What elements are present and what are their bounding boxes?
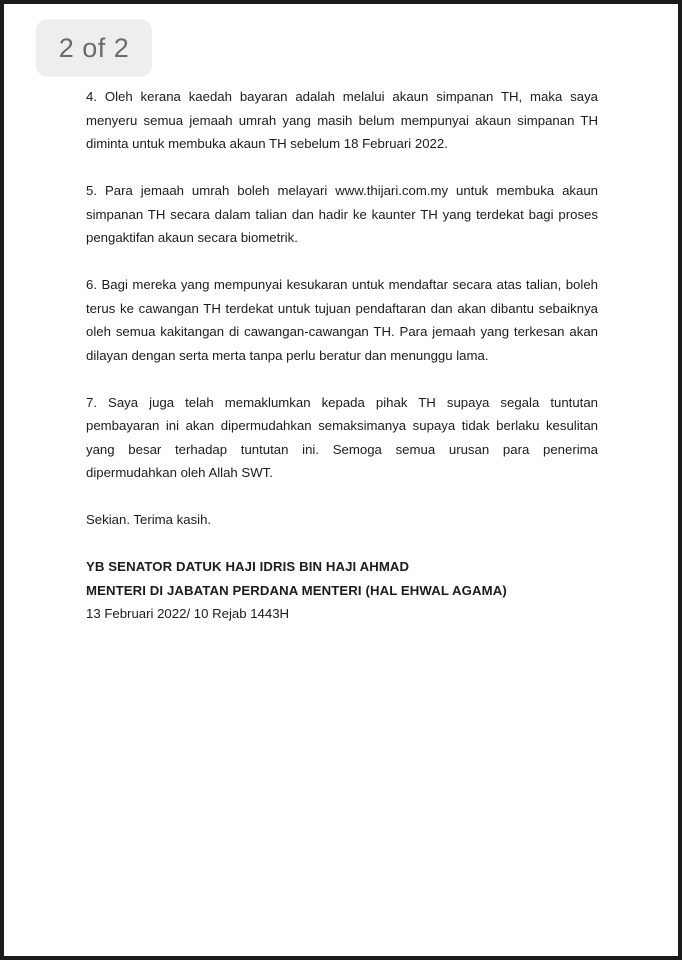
signatory-title: MENTERI DI JABATAN PERDANA MENTERI (HAL EHWAL AGAMA)	[86, 582, 507, 598]
paragraph-6: 6. Bagi mereka yang mempunyai kesukaran untuk mendaftar secara atas talian, boleh terus ke cawangan TH terdekat untuk tujuan pendaftaran dan akan dibantu sebaiknya oleh semua kakitangan di cawangan-cawangan TH. Para jemaah yang terkesan akan dilayan dengan serta merta tanpa perlu beratur dan menunggu lama.	[86, 277, 598, 363]
paragraph-4: 4. Oleh kerana kaedah bayaran adalah melalui akaun simpanan TH, maka saya menyeru semua jemaah umrah yang masih belum mempunyai akaun simpanan TH diminta untuk membuka akaun TH sebelum 18 Februari 2022.	[86, 89, 598, 151]
paragraph-5: 5. Para jemaah umrah boleh melayari www.thijari.com.my untuk membuka akaun simpanan TH secara dalam talian dan hadir ke kaunter TH yang terdekat bagi proses pengaktifan akaun secara biometrik.	[86, 183, 598, 245]
page-indicator: 2 of 2	[36, 19, 152, 77]
document-page	[4, 4, 678, 956]
closing-text: Sekian. Terima kasih.	[86, 512, 212, 527]
paragraph-7: 7. Saya juga telah memaklumkan kepada pihak TH supaya segala tuntutan pembayaran ini akan dipermudahkan semaksimanya supaya tidak berlaku kesulitan yang besar terhadap tuntutan ini. Semoga semua urusan para penerima dipermudahkan oleh Allah SWT.	[86, 394, 598, 480]
signature-date: 13 Februari 2022/ 10 Rejab 1443H	[86, 606, 290, 621]
document-body	[86, 85, 598, 626]
signatory-name: YB SENATOR DATUK HAJI IDRIS BIN HAJI AHMAD	[86, 559, 410, 574]
